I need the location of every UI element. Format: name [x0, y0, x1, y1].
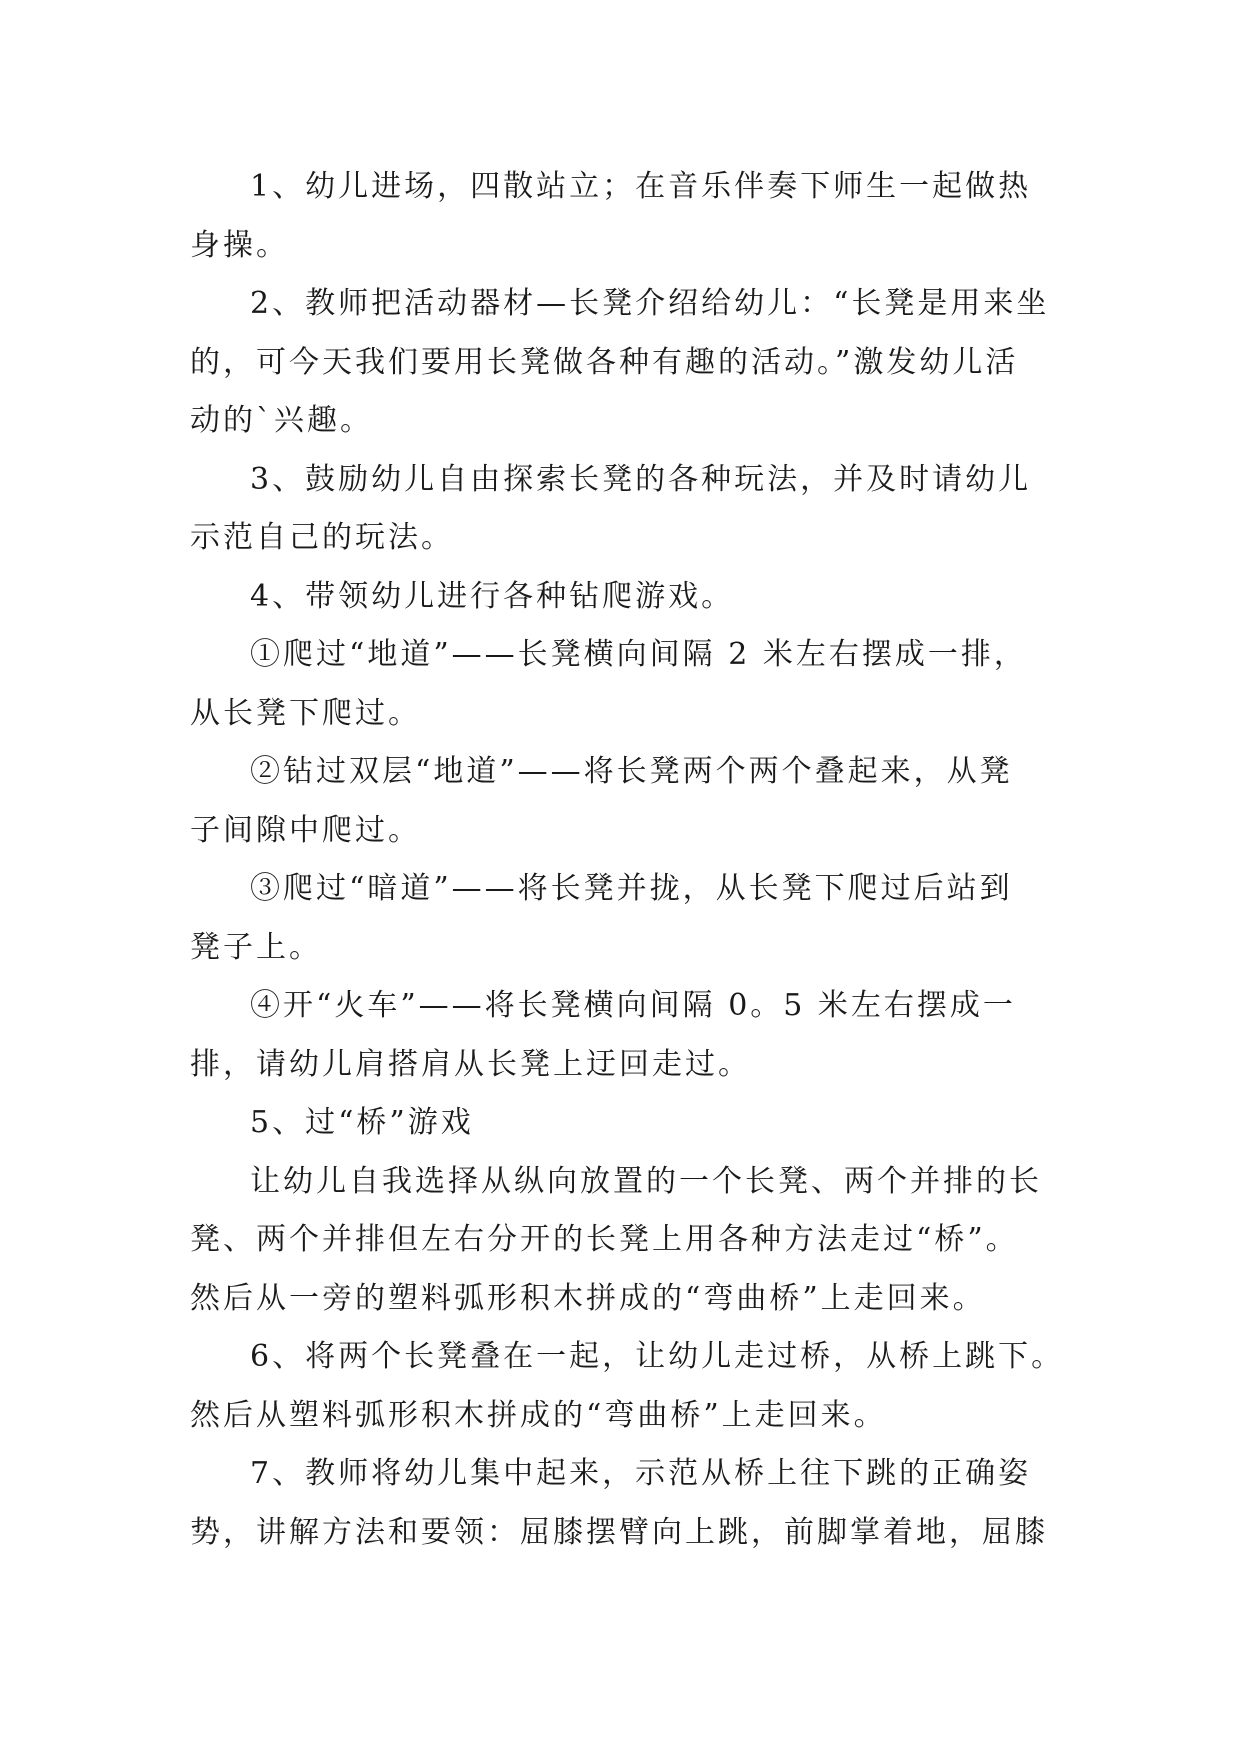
text-line: 排，请幼儿肩搭肩从长凳上迂回走过。	[190, 1046, 751, 1082]
paragraph-1	[190, 158, 1052, 275]
text-line: 让幼儿自我选择从纵向放置的一个长凳、两个并排的长	[250, 1163, 1042, 1199]
text-line: ②钻过双层“地道”——将长凳两个两个叠起来，从凳	[250, 754, 1013, 789]
text-line: 动的`兴趣。	[190, 403, 373, 438]
text-line: 3、鼓励幼儿自由探索长凳的各种玩法，并及时请幼儿	[250, 461, 1032, 497]
paragraph-7	[190, 860, 1052, 977]
text-line: ③爬过“暗道”——将长凳并拢，从长凳下爬过后站到	[250, 871, 1013, 906]
text-line: ①爬过“地道”——长凳横向间隔 2 米左右摆成一排，	[250, 637, 1027, 672]
text-line: 的，可今天我们要用长凳做各种有趣的活动。”激发幼儿活	[190, 344, 1019, 380]
text-line: 7、教师将幼儿集中起来，示范从桥上往下跳的正确姿	[250, 1456, 1032, 1491]
text-line: 凳、两个并排但左右分开的长凳上用各种方法走过“桥”。	[190, 1222, 1019, 1257]
text-line: 然后从塑料弧形积木拼成的“弯曲桥”上走回来。	[190, 1397, 887, 1433]
text-line: 示范自己的玩法。	[190, 520, 454, 555]
text-line: 子间隙中爬过。	[190, 812, 421, 848]
text-line: 5、过“桥”游戏	[250, 1105, 474, 1140]
paragraph-10	[190, 1153, 1052, 1329]
text-line: 然后从一旁的塑料弧形积木拼成的“弯曲桥”上走回来。	[190, 1280, 986, 1316]
paragraph-12	[190, 1445, 1052, 1562]
paragraph-9	[190, 1094, 1052, 1153]
paragraph-2	[190, 275, 1052, 451]
paragraph-5	[190, 626, 1052, 743]
paragraph-11	[190, 1328, 1065, 1445]
text-line: 4、带领幼儿进行各种钻爬游戏。	[250, 578, 735, 614]
text-line: 1、幼儿进场，四散站立；在音乐伴奏下师生一起做热	[250, 169, 1032, 204]
document-body	[190, 158, 1065, 1562]
text-line: 6、将两个长凳叠在一起，让幼儿走过桥，从桥上跳下。	[250, 1339, 1065, 1374]
text-line: ④开“火车”——将长凳横向间隔 0。5 米左右摆成一	[250, 988, 1016, 1023]
text-line: 2、教师把活动器材—长凳介绍给幼儿：“长凳是用来坐	[250, 286, 1050, 321]
paragraph-8	[190, 977, 1052, 1094]
text-line: 身操。	[190, 227, 289, 263]
text-line: 从长凳下爬过。	[190, 695, 421, 731]
paragraph-3	[190, 451, 1052, 568]
text-line: 势，讲解方法和要领：屈膝摆臂向上跳，前脚掌着地，屈膝	[190, 1514, 1048, 1550]
text-line: 凳子上。	[190, 929, 322, 965]
paragraph-6	[190, 743, 1052, 860]
paragraph-4	[190, 568, 1052, 627]
